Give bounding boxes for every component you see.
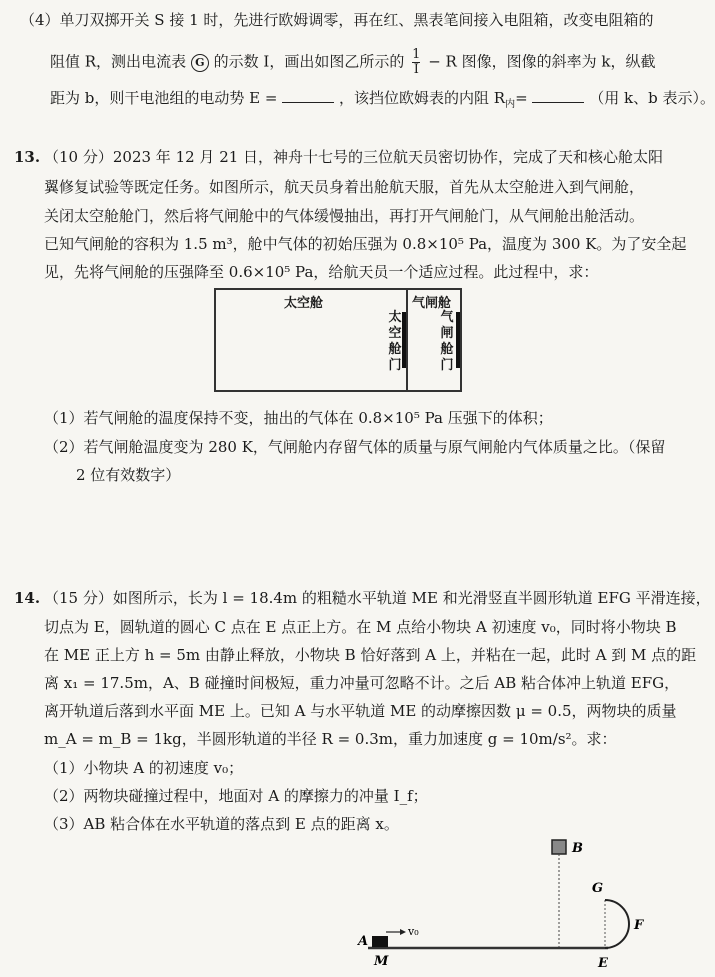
q14-line-4: 离 x₁ = 17.5m，A、B 碰撞时间极短，重力冲量可忽略不计。之后 AB 粘合体冲上轨道 EFG， (44, 674, 680, 692)
airlock-door (456, 312, 460, 368)
answer-blank-emf[interactable] (282, 88, 334, 103)
q13-number: 13. (14, 148, 41, 166)
q12-text-c: − R 图像，图像的斜率为 k，纵截 (428, 52, 656, 71)
q13-sub-2a: （2）若气闸舱温度变为 280 K，气闸舱内存留气体的质量与原气闸舱内气体质量之比。（保留 (44, 438, 666, 456)
label-m: M (374, 954, 389, 969)
label-g: G (592, 881, 604, 896)
answer-blank-resistance[interactable] (532, 88, 584, 103)
q14-line-3: 在 ME 正上方 h = 5m 由静止释放，小物块 B 恰好落到 A 上，并粘在一起，此时 A 到 M 点的距 (44, 646, 697, 664)
label-f: F (634, 918, 644, 933)
q14-line-1: （15 分）如图所示，长为 l = 18.4m 的粗糙水平轨道 ME 和光滑竖直半圆形轨道 EFG 平滑连接， (44, 589, 711, 607)
block-a (372, 936, 388, 947)
q14-line-6: m_A = m_B = 1kg，半圆形轨道的半径 R = 0.3m，重力加速度 g = 10m/s²。求： (44, 730, 617, 748)
airlock-door-label: 气闸舱门 (440, 310, 454, 373)
q12-line-1: （4）单刀双掷开关 S 接 1 时，先进行欧姆调零，再在红、黑表笔间接入电阻箱，改变电阻箱的 (20, 11, 654, 29)
q13-sub-1: （1）若气闸舱的温度保持不变，抽出的气体在 0.8×10⁵ Pa 压强下的体积； (44, 409, 553, 427)
q12-text-a: 阻值 R，测出电流表 (50, 52, 187, 71)
galvanometer-icon: G (191, 54, 209, 72)
label-v0: v₀ (408, 925, 419, 938)
fraction-1-over-i (412, 48, 420, 77)
cabin-divider (406, 290, 408, 390)
q13-line-2: 翼修复试验等既定任务。如图所示，航天员身着出舱航天服，首先从太空舱进入到气闸舱， (44, 178, 645, 196)
subscript-inner: 内 (505, 99, 516, 110)
fraction-numerator: 1 (412, 47, 421, 62)
q13-line-3: 关闭太空舱舱门，然后将气闸舱中的气体缓慢抽出，再打开气闸舱门，从气闸舱出舱活动。 (44, 207, 645, 225)
q14-line-5: 离开轨道后落到水平面 ME 上。已知 A 与水平轨道 ME 的动摩擦因数 μ = 0.5，两物块的质量 (44, 702, 677, 720)
q13-sub-2b: 2 位有效数字） (76, 466, 181, 484)
space-cabin-door (402, 312, 406, 368)
q12-text-f: （用 k、b 表示）。 (589, 89, 715, 107)
semicircle-track (605, 900, 629, 948)
q12-text-d: 距为 b，则干电池组的电动势 E = (50, 89, 278, 107)
space-cabin-label: 太空舱 (284, 296, 324, 311)
q12-text-e: ，该挡位欧姆表的内阻 R (339, 89, 506, 107)
label-a: A (358, 934, 369, 949)
q14-sub-2: （2）两物块碰撞过程中，地面对 A 的摩擦力的冲量 I_f； (44, 787, 428, 805)
label-e: E (598, 956, 608, 971)
airlock-label: 气闸舱 (412, 296, 452, 311)
q14-sub-3: （3）AB 粘合体在水平轨道的落点到 E 点的距离 x。 (44, 815, 399, 833)
space-cabin-door-label: 太空舱门 (388, 310, 402, 373)
q13-line-4: 已知气闸舱的容积为 1.5 m³，舱中气体的初始压强为 0.8×10⁵ Pa，温度为 300 K。为了安全起 (44, 235, 687, 253)
velocity-arrowhead-icon (400, 929, 406, 935)
q14-sub-1: （1）小物块 A 的初速度 v₀； (44, 759, 244, 777)
fraction-denominator: I (413, 62, 419, 77)
spacecraft-cabin-figure (214, 288, 462, 392)
q14-line-2: 切点为 E，圆轨道的圆心 C 点在 E 点正上方。在 M 点给小物块 A 初速度 v₀，同时将小物块 B (44, 618, 677, 636)
q14-number: 14. (14, 589, 41, 607)
track-figure (340, 835, 660, 975)
q12-text-b: 的示数 I，画出如图乙所示的 (213, 52, 405, 71)
label-b: B (572, 841, 583, 856)
q13-line-1: （10 分）2023 年 12 月 21 日，神舟十七号的三位航天员密切协作，完成了天和核心舱太阳 (44, 148, 664, 166)
q12-line-2 (50, 48, 655, 77)
block-b (552, 840, 566, 854)
q12-text-eq: = (515, 89, 528, 107)
q13-line-5: 见，先将气闸舱的压强降至 0.6×10⁵ Pa，给航天员一个适应过程。此过程中，求： (44, 263, 599, 281)
q12-line-3 (50, 88, 715, 115)
